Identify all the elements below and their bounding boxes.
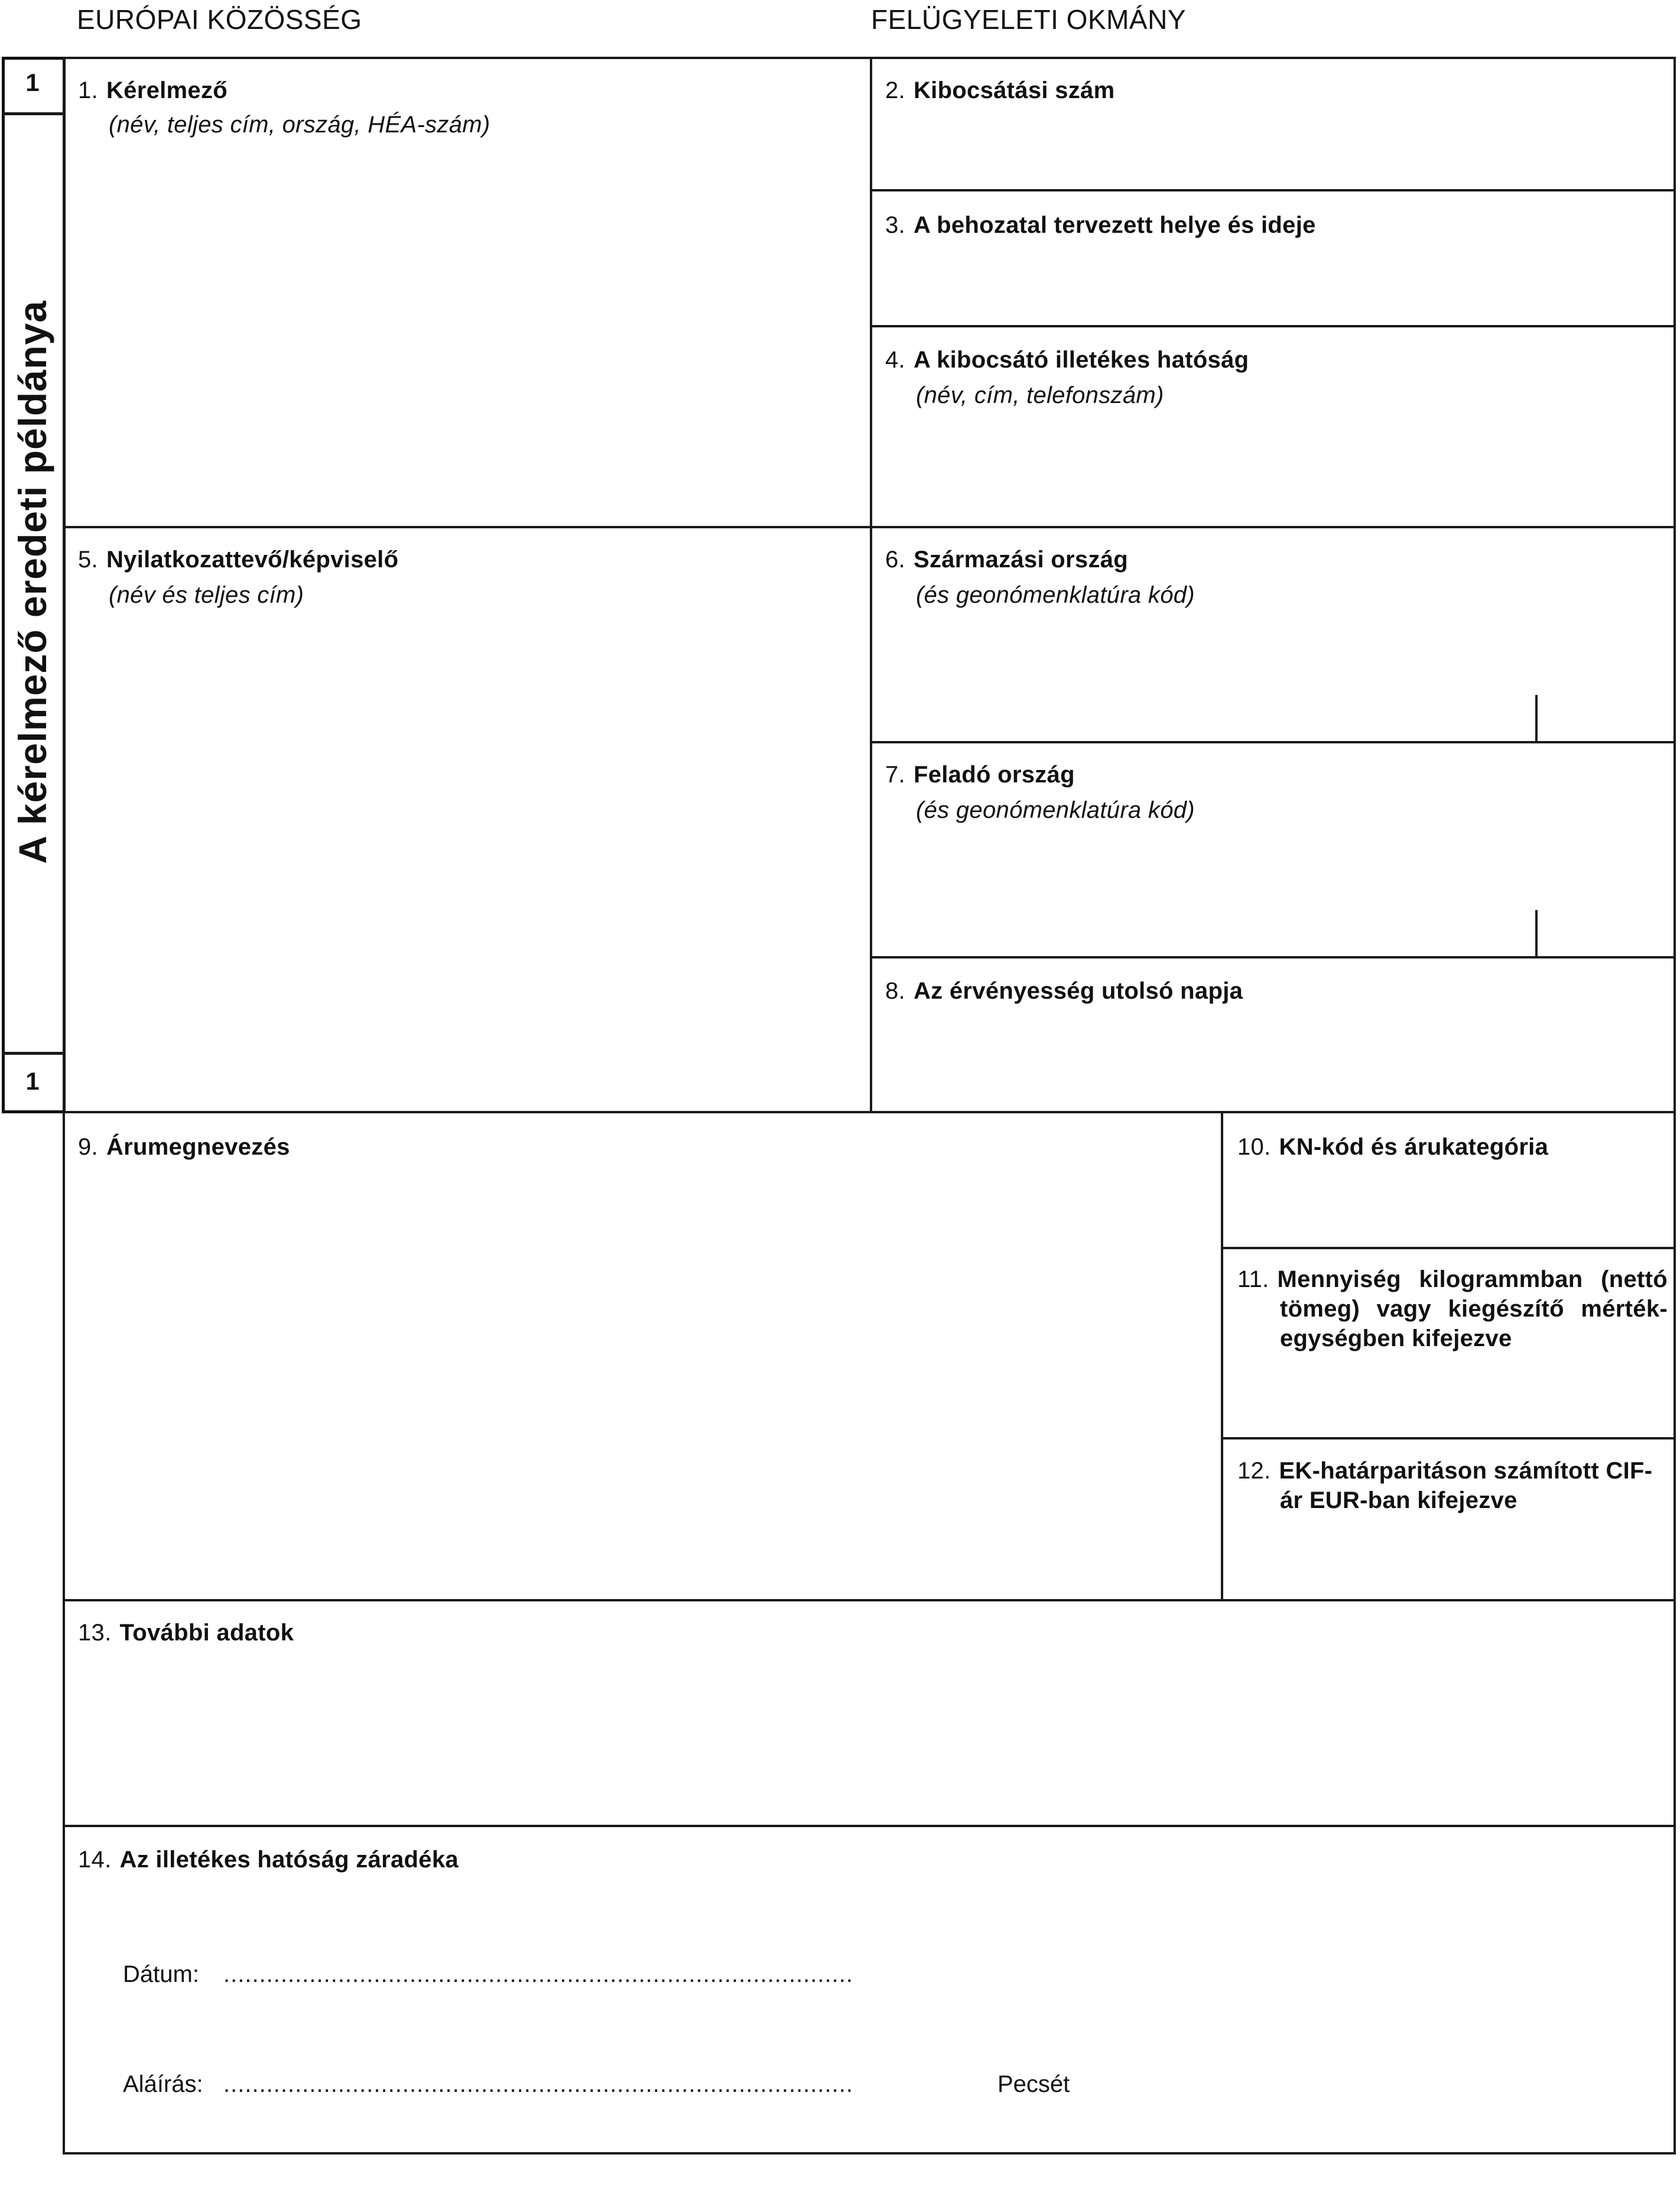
signature-dotted-line[interactable]: ........................................................................................ (223, 2071, 853, 2097)
stub-number-bottom: 1 (25, 1067, 40, 1095)
divider-h-8 (63, 1111, 1676, 1113)
code-tick-6 (1535, 695, 1538, 742)
field-12-label: 12. EK-határparitáson számított CIF-ár EUR-ban kifejezve (1237, 1458, 1653, 1513)
stamp-label: Pecsét (997, 2071, 1070, 2097)
divider-h-7 (870, 956, 1676, 958)
field-8-label: 8. Az érvényesség utolsó napja (885, 978, 1243, 1004)
field-1-sub: (név, teljes cím, ország, HÉA-szám) (109, 112, 490, 138)
divider-h-12 (63, 1599, 1676, 1601)
stub-vertical-text: A kérelmező eredeti példánya (11, 300, 54, 864)
date-dotted-line[interactable]: ........................................................................................ (223, 1961, 853, 1987)
field-4-label: 4. A kibocsátó illetékes hatóság (885, 347, 1249, 373)
field-2-label: 2. Kibocsátási szám (885, 77, 1115, 103)
divider-h-10 (1221, 1247, 1676, 1249)
field-4-sub: (név, cím, telefonszám) (916, 382, 1164, 408)
field-14-label: 14. Az illetékes hatóság záradéka (78, 1847, 459, 1873)
field-6-label: 6. Származási ország (885, 547, 1129, 573)
field-5-sub: (név és teljes cím) (109, 582, 304, 608)
header-right: FELÜGYELETI OKMÁNY (871, 4, 1187, 35)
field-1-label: 1. Kérelmező (78, 77, 228, 103)
divider-h-13 (63, 1825, 1676, 1827)
signature-label: Aláírás: (123, 2071, 203, 2097)
date-label: Dátum: (123, 1961, 199, 1987)
stub-divider-bottom (2, 1052, 66, 1055)
stub-number-top: 1 (25, 69, 40, 96)
divider-h-6 (870, 741, 1676, 743)
field-10-label: 10. KN-kód és árukategória (1237, 1134, 1549, 1160)
field-6-sub: (és geonómenklatúra kód) (916, 582, 1195, 608)
divider-h-11 (1221, 1437, 1676, 1439)
field-11-label: 11. Mennyiség kilogrammban (nettó tömeg) vagy kiegészítő mérték-egységben kifejezve (1237, 1266, 1668, 1351)
header-left: EURÓPAI KÖZÖSSÉG (77, 4, 362, 35)
field-13-label: 13. További adatok (78, 1620, 294, 1646)
field-3-label: 3. A behozatal tervezett helye és ideje (885, 212, 1316, 238)
divider-v-top (870, 57, 872, 1113)
divider-h-3 (870, 325, 1676, 327)
code-tick-7 (1535, 910, 1538, 957)
field-9-label: 9. Árumegnevezés (78, 1134, 290, 1160)
divider-h-2 (870, 189, 1676, 191)
field-7-label: 7. Feladó ország (885, 762, 1075, 788)
divider-h-4-5 (63, 526, 1676, 528)
field-7-sub: (és geonómenklatúra kód) (916, 797, 1195, 823)
field-5-label: 5. Nyilatkozattevő/képviselő (78, 547, 399, 573)
form-outer-border (63, 57, 1676, 2154)
stub-vertical-title (3, 112, 62, 1052)
divider-v-mid (1221, 1111, 1223, 1600)
